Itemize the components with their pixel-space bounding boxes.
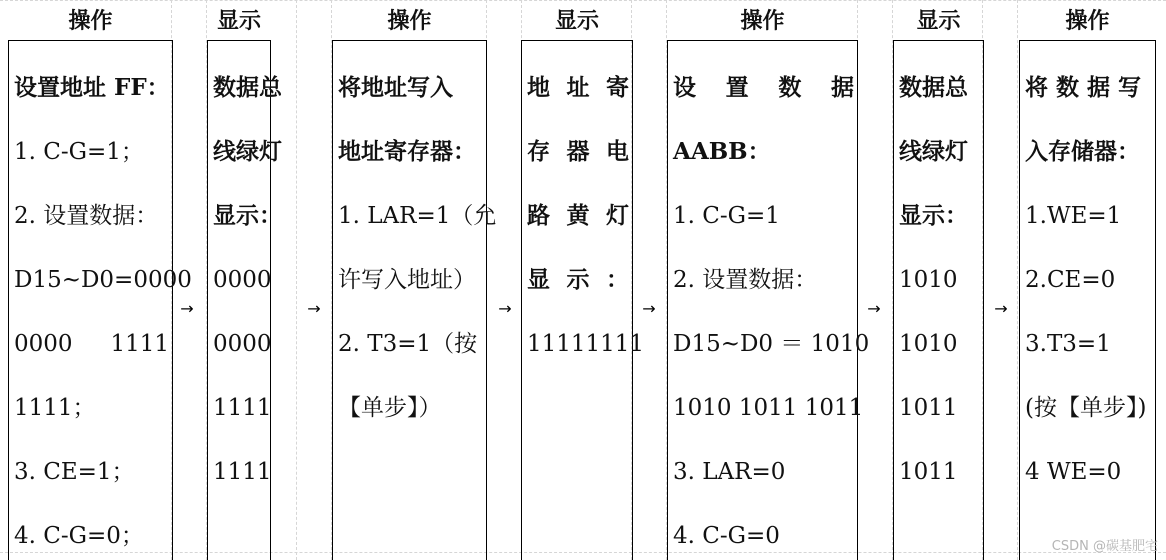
cell-line: [527, 260, 629, 300]
cell-line: [527, 196, 629, 236]
cell-line: 4 WE=0: [1025, 459, 1122, 485]
step-cell: [1019, 40, 1156, 560]
cell-line: 1111: [213, 459, 272, 485]
cell-line: 3.T3=1: [1025, 331, 1111, 357]
cell-line: [527, 132, 629, 172]
cell-line-part: 示: [566, 266, 590, 293]
flow-arrow-icon: →: [180, 299, 194, 318]
cell-line: (按【单步】): [1025, 395, 1147, 421]
step-cell: [332, 40, 497, 560]
cell-line: 1.WE=1: [1025, 203, 1122, 229]
step-cell: [207, 40, 282, 560]
cell-line-part: 1111: [110, 331, 169, 357]
cell-line: 线绿灯: [213, 138, 282, 165]
cell-line: 1011: [899, 459, 958, 485]
cell-line-part: 存: [527, 138, 550, 165]
cell-line: D15~D0 ＝ 1010: [673, 331, 870, 357]
column-header: 显示: [216, 8, 261, 34]
cell-line-part: 电: [606, 138, 629, 165]
flow-arrow-icon: →: [307, 299, 321, 318]
cell-line: [673, 68, 854, 108]
cell-line: 数据总: [213, 74, 282, 101]
cell-line-part: 0000: [14, 331, 73, 357]
cell-line-part: 据: [830, 74, 854, 101]
flow-arrow-icon: →: [498, 299, 512, 318]
cell-line: 1010: [899, 331, 958, 357]
cell-line-part: 灯: [606, 202, 629, 229]
column-header: 显示: [554, 8, 599, 34]
cell-line: 1011: [899, 395, 958, 421]
grid-guide: [1017, 0, 1018, 560]
watermark: CSDN @碳基肥宅: [1051, 539, 1158, 554]
cell-line: 3. CE=1；: [14, 459, 135, 485]
cell-line: 4. C-G=0: [673, 523, 780, 549]
cell-line: 1. C-G=1: [673, 203, 780, 229]
cell-line: 将地址写入: [338, 74, 453, 101]
cell-line: 1. C-G=1；: [14, 139, 144, 165]
cell-line: 设置地址 FF：: [14, 74, 170, 101]
flow-arrow-icon: →: [994, 299, 1008, 318]
cell-line-part: 址: [566, 74, 590, 101]
cell-line: [527, 68, 629, 108]
column-header: 操作: [740, 8, 785, 34]
grid-guide: [296, 0, 297, 560]
cell-line-part: 器: [566, 138, 590, 165]
cell-line: 0000: [213, 267, 272, 293]
cell-line-part: 置: [725, 74, 749, 101]
cell-line-part: 路: [527, 202, 550, 229]
cell-line: 许写入地址）: [338, 267, 476, 293]
grid-guide: [0, 0, 1166, 1]
step-cell: [521, 40, 645, 560]
cell-line: 2. 设置数据：: [673, 267, 818, 293]
cell-line: 1111；: [14, 395, 96, 421]
cell-line: AABB：: [673, 138, 771, 165]
cell-line: 1010 1011 1011: [673, 395, 864, 421]
cell-line-part: 数: [778, 74, 802, 101]
column-header: 显示: [916, 8, 961, 34]
column-header: 操作: [387, 8, 432, 34]
flow-arrow-icon: →: [642, 299, 656, 318]
cell-line: 2. T3=1（按: [338, 331, 478, 357]
cell-line: 2. 设置数据：: [14, 203, 159, 229]
cell-line: 显示：: [213, 202, 282, 229]
cell-line-part: 设: [673, 74, 696, 101]
step-cell: [893, 40, 984, 560]
cell-line: 数据总: [899, 74, 968, 101]
flow-arrow-icon: →: [867, 299, 881, 318]
cell-line: 3. LAR=0: [673, 459, 786, 485]
cell-line: 将 数 据 写: [1025, 74, 1142, 101]
cell-line: 0000: [213, 331, 272, 357]
cell-line: 2.CE=0: [1025, 267, 1116, 293]
column-header: 操作: [1065, 8, 1110, 34]
step-cell: [667, 40, 870, 560]
cell-line: 地址寄存器：: [338, 138, 476, 165]
cell-line: 11111111: [527, 331, 645, 357]
cell-line: [14, 324, 169, 364]
cell-line: 1111: [213, 395, 272, 421]
cell-line: D15~D0=0000: [14, 267, 192, 293]
cell-line: 【单步】）: [338, 395, 442, 421]
step-cell: [8, 40, 192, 560]
cell-line-part: 黄: [566, 202, 590, 229]
cell-line-part: ：: [606, 266, 629, 293]
cell-line: 入存储器：: [1025, 138, 1140, 165]
cell-line: 显示：: [899, 202, 968, 229]
cell-line-part: 显: [527, 266, 550, 293]
cell-line-part: 地: [527, 74, 550, 101]
cell-line: 4. C-G=0；: [14, 523, 144, 549]
cell-line: 1010: [899, 267, 958, 293]
cell-line-part: 寄: [606, 74, 629, 101]
cell-line: 线绿灯: [899, 138, 968, 165]
cell-line: 1. LAR=1（允: [338, 203, 497, 229]
column-header: 操作: [68, 8, 113, 34]
